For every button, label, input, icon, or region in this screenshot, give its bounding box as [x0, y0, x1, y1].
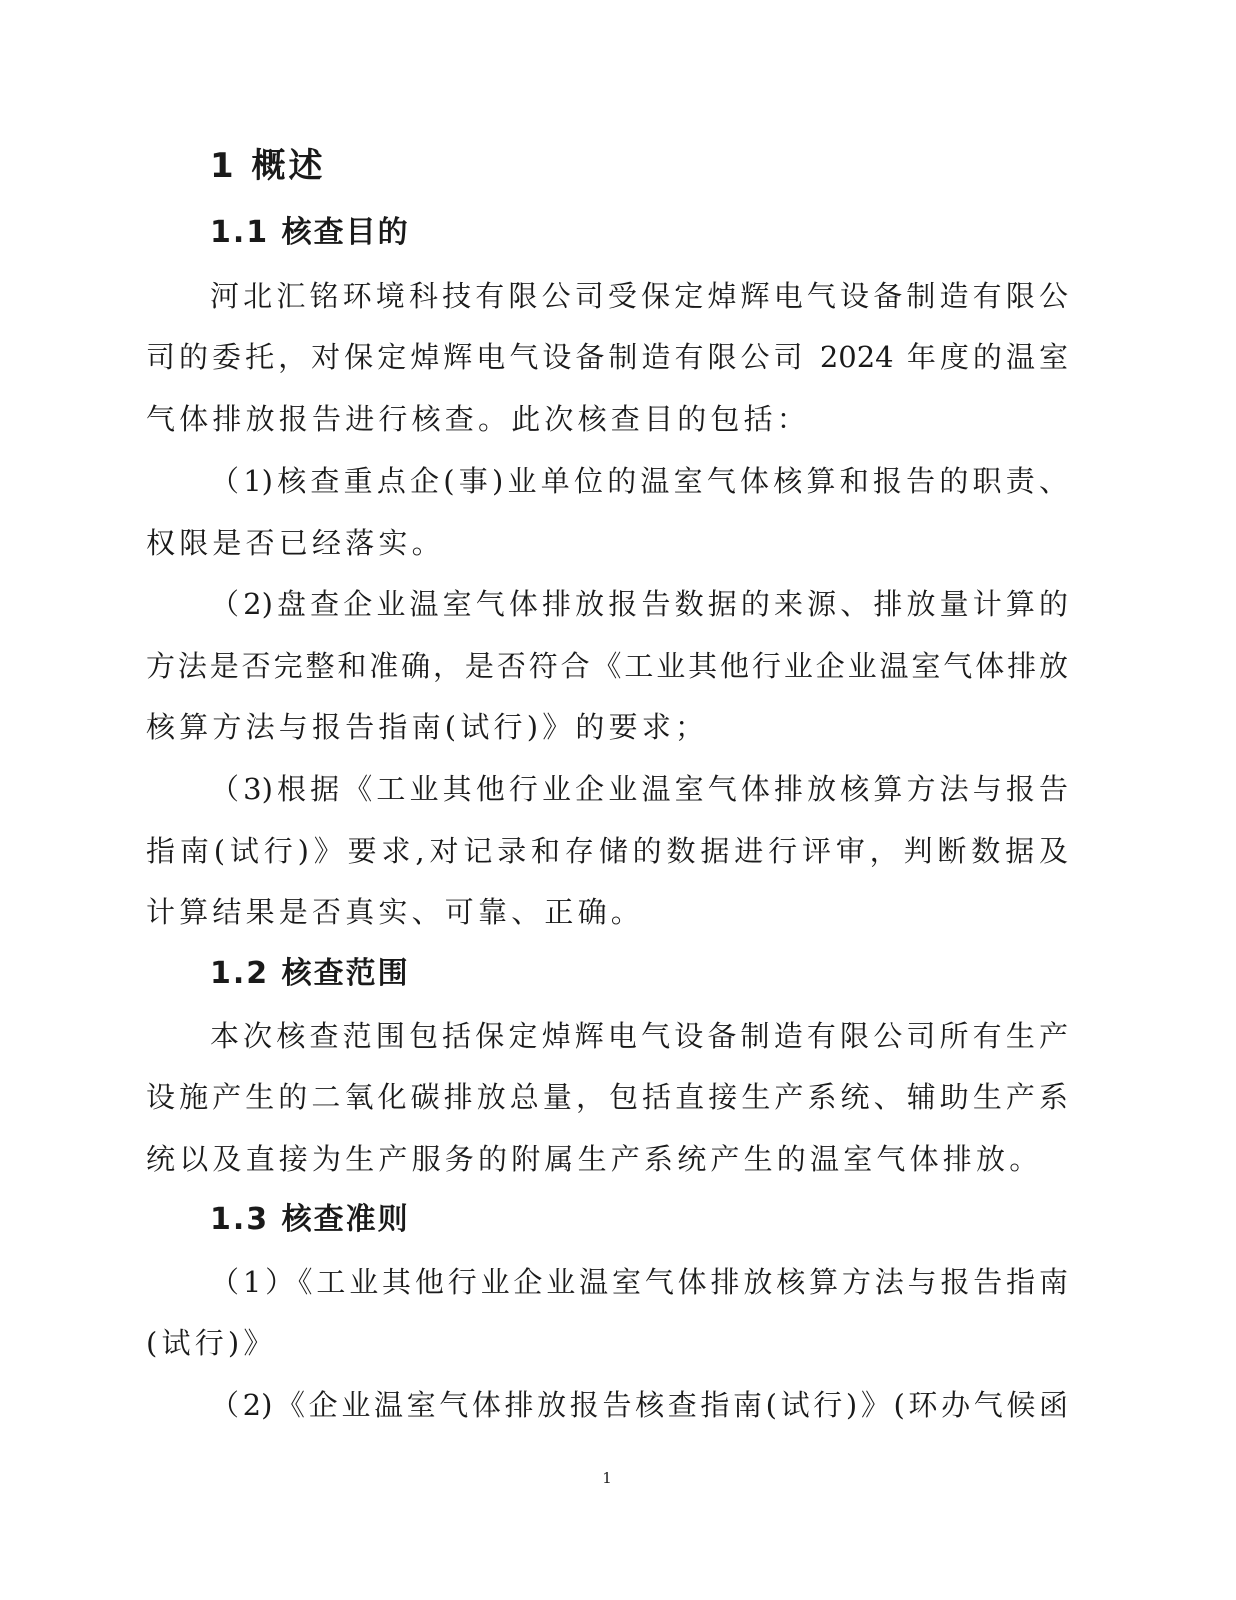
heading-purpose: 1.1 核查目的 [210, 215, 410, 250]
list-item-line: （2)盘查企业温室气体排放报告数据的来源、排放量计算的 [210, 587, 1068, 621]
list-item-line: （3)根据《工业其他行业企业温室气体排放核算方法与报告 [210, 772, 1068, 806]
paragraph-line: 河北汇铭环境科技有限公司受保定焯辉电气设备制造有限公 [210, 279, 1068, 313]
paragraph-line: 气体排放报告进行核查。此次核查目的包括： [146, 402, 811, 436]
heading-criteria: 1.3 核查准则 [210, 1202, 410, 1237]
heading-overview: 1 概述 [210, 146, 326, 186]
paragraph-line: 统以及直接为生产服务的附属生产系统产生的温室气体排放。 [146, 1142, 1043, 1176]
list-item-line: 核算方法与报告指南(试行)》的要求； [146, 710, 709, 744]
page-number: 1 [602, 1469, 612, 1487]
list-item-line: 方法是否完整和准确，是否符合《工业其他行业企业温室气体排放 [146, 649, 1068, 683]
heading-scope: 1.2 核查范围 [210, 956, 410, 991]
paragraph-line: 设施产生的二氧化碳排放总量，包括直接生产系统、辅助生产系 [146, 1080, 1068, 1114]
list-item-line: (试行)》 [146, 1326, 277, 1360]
paragraph-line: 本次核查范围包括保定焯辉电气设备制造有限公司所有生产 [210, 1019, 1068, 1053]
list-item-line: 计算结果是否真实、可靠、正确。 [146, 895, 645, 929]
list-item-line: （2)《企业温室气体排放报告核查指南(试行)》(环办气候函 [210, 1388, 1068, 1422]
list-item-line: （1）《工业其他行业企业温室气体排放核算方法与报告指南 [210, 1265, 1068, 1299]
list-item-line: 指南(试行)》要求,对记录和存储的数据进行评审，判断数据及 [146, 834, 1068, 868]
paragraph-line: 司的委托，对保定焯辉电气设备制造有限公司 2024 年度的温室 [146, 340, 1068, 374]
document-page [146, 0, 1068, 1600]
list-item-line: （1)核查重点企(事)业单位的温室气体核算和报告的职责、 [210, 464, 1068, 498]
list-item-line: 权限是否已经落实。 [146, 526, 445, 560]
